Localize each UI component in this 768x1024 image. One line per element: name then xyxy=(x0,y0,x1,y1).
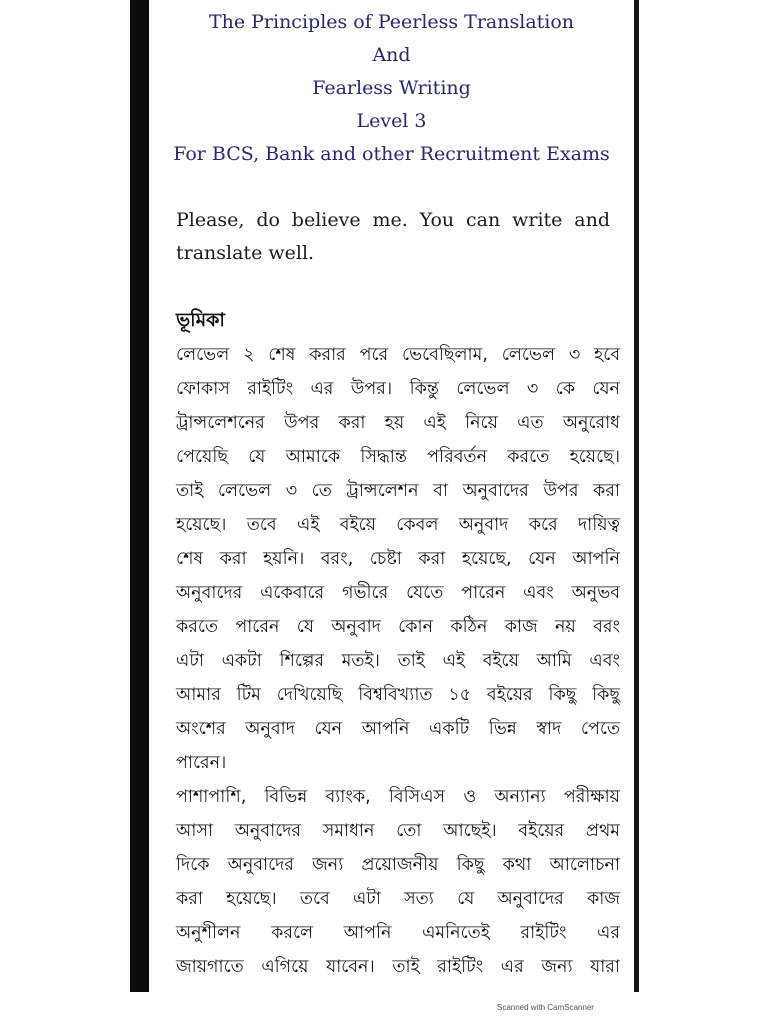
title-line: And xyxy=(372,44,411,66)
section-heading: ভূমিকা xyxy=(176,309,225,331)
body-line: আমার টিম দেখিয়েছি বিশ্ববিখ্যাত ১৫ বইয়ের কিছু কিছু xyxy=(176,685,620,705)
title-line: Fearless Writing xyxy=(312,77,471,99)
subtitle-line: For BCS, Bank and other Recruitment Exams xyxy=(173,143,610,165)
body-line: লেভেল ২ শেষ করার পরে ভেবেছিলাম, লেভেল ৩ হবে xyxy=(176,345,620,365)
document-page xyxy=(149,0,634,992)
preface-body xyxy=(176,338,620,984)
body-line: করা হয়েছে। তবে এটা সত্য যে অনুবাদের কাজ xyxy=(176,889,620,909)
scan-border-left xyxy=(130,0,149,992)
body-line: অনুবাদের একেবারে গভীরে যেতে পারেন এবং অনুভব xyxy=(176,583,620,603)
scanner-watermark: Scanned with CamScanner xyxy=(497,1003,594,1012)
body-line: ফোকাস রাইটিং এর উপর। কিন্তু লেভেল ৩ কে যেন xyxy=(176,379,620,399)
body-line: অনুশীলন করলে আপনি এমনিতেই রাইটিং এর xyxy=(176,923,620,943)
scan-border-right xyxy=(634,0,639,992)
title-line: The Principles of Peerless Translation xyxy=(208,11,575,33)
body-line: শেষ করা হয়নি। বরং, চেষ্টা করা হয়েছে, যেন আপনি xyxy=(176,549,620,569)
body-line: এটা একটা শিল্পের মতই। তাই এই বইয়ে আমি এবং xyxy=(176,651,620,671)
intro-paragraph: Please, do believe me. You can write and translate well. xyxy=(176,209,610,264)
body-line: ট্রান্সলেশনের উপর করা হয় এই নিয়ে এত অনুরোধ xyxy=(176,413,620,433)
body-line: জায়গাতে এগিয়ে যাবেন। তাই রাইটিং এর জন্য যারা xyxy=(176,957,620,977)
book-title-block xyxy=(149,6,634,171)
body-line: দিকে অনুবাদের জন্য প্রয়োজনীয় কিছু কথা আলোচনা xyxy=(176,855,620,875)
body-line: অংশের অনুবাদ যেন আপনি একটি ভিন্ন স্বাদ পেতে xyxy=(176,719,620,739)
body-line: পেয়েছি যে আমাকে সিদ্ধান্ত পরিবর্তন করতে হয়েছে। xyxy=(176,447,620,467)
body-line: হয়েছে। তবে এই বইয়ে কেবল অনুবাদ করে দায়িত্ব xyxy=(176,515,620,535)
body-line: করতে পারেন যে অনুবাদ কোন কঠিন কাজ নয় বরং xyxy=(176,617,620,637)
body-line: আসা অনুবাদের সমাধান তো আছেই। বইয়ের প্রথম xyxy=(176,821,620,841)
level-line: Level 3 xyxy=(356,110,427,132)
body-line: পাশাপাশি, বিভিন্ন ব্যাংক, বিসিএস ও অন্যান্য পরীক্ষায় xyxy=(176,787,620,807)
body-line: তাই লেভেল ৩ তে ট্রান্সলেশন বা অনুবাদের উপর করা xyxy=(176,481,620,501)
body-line: পারেন। xyxy=(176,753,227,773)
